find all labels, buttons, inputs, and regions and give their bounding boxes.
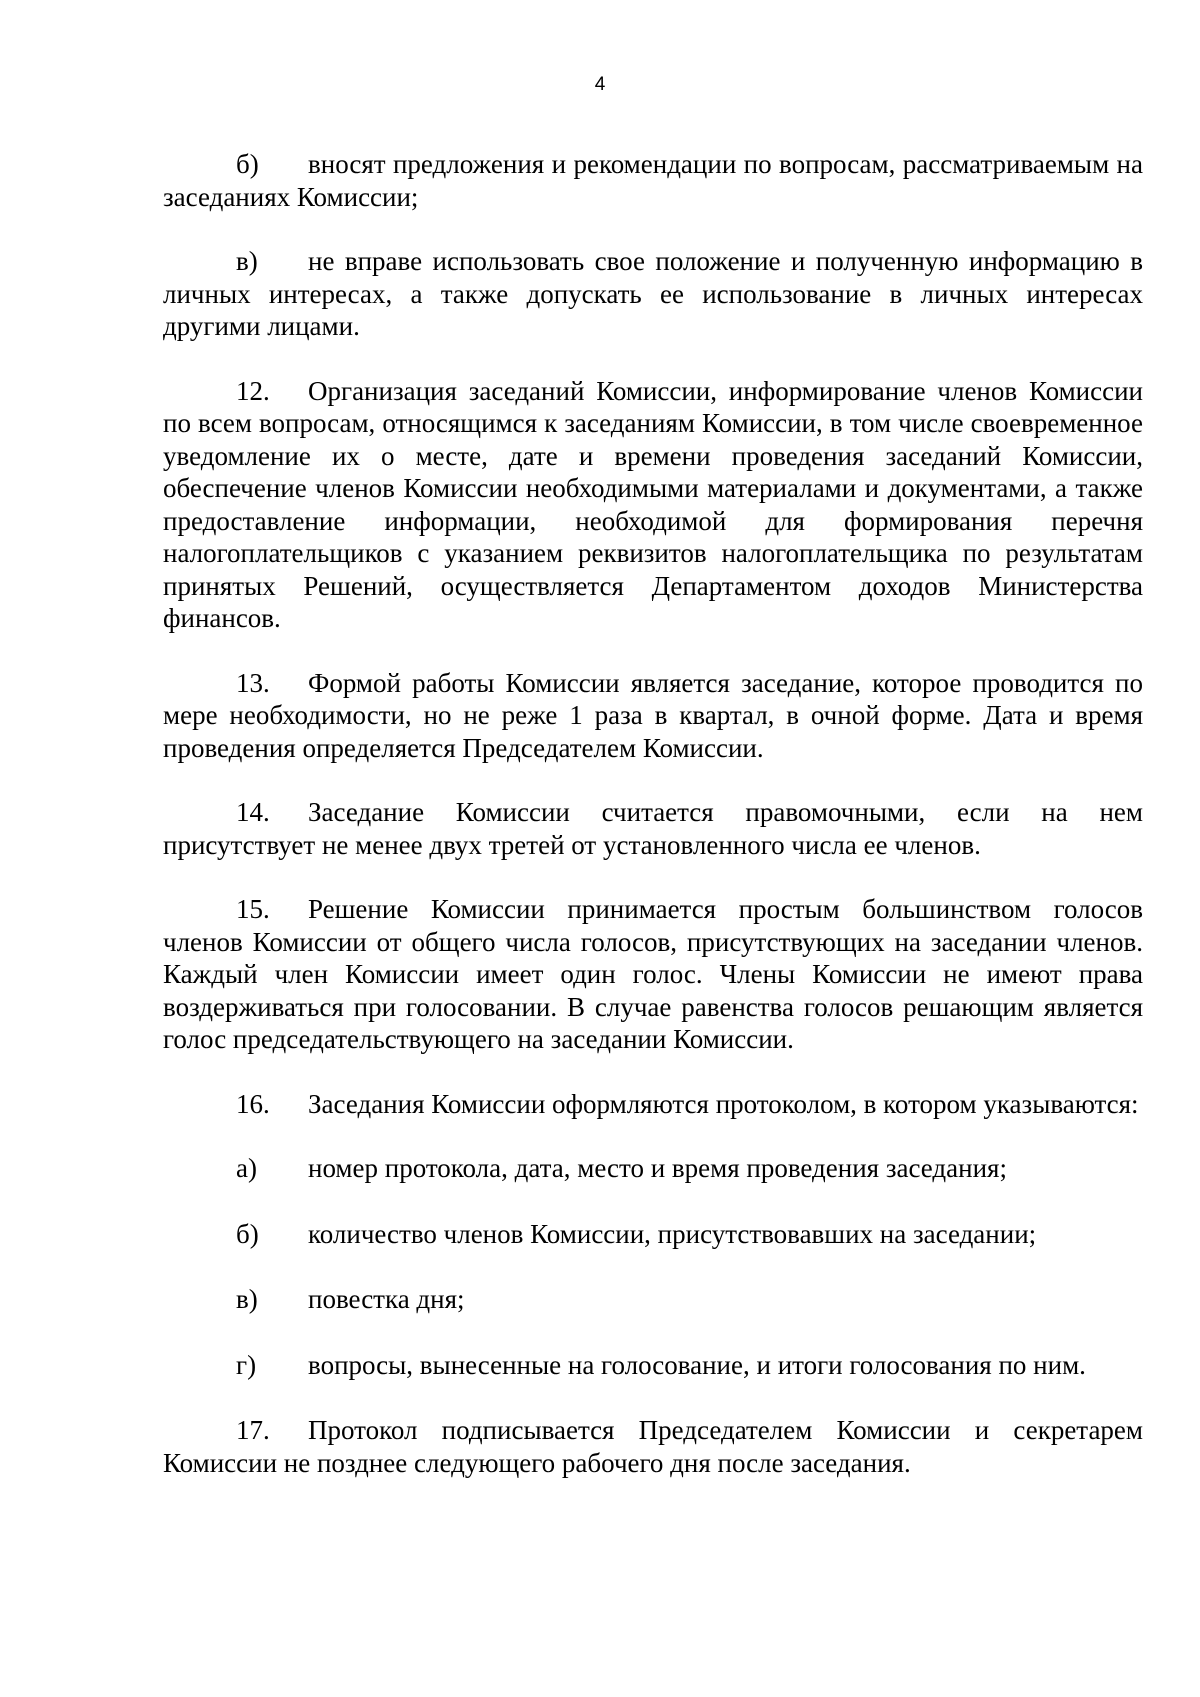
paragraph-15 (163, 893, 1143, 1056)
paragraph-marker: 17. (236, 1415, 270, 1445)
document-body (163, 148, 1143, 1511)
paragraph-13 (163, 667, 1143, 765)
paragraph-b-proposals (163, 148, 1143, 213)
paragraph-text: не вправе использовать свое положение и полученную информацию в личных интересах, а также допускать ее использование в личных интересах другими лицами. (163, 246, 1143, 341)
paragraph-text: Заседание Комиссии считается правомочными, если на нем присутствует не менее двух третей от установленного числа ее членов. (163, 797, 1143, 860)
paragraph-marker: 13. (236, 667, 270, 698)
list-marker: г) (236, 1349, 257, 1380)
paragraph-17 (163, 1414, 1143, 1479)
paragraph-v-restrictions (163, 245, 1143, 343)
paragraph-marker: 16. (236, 1088, 270, 1119)
paragraph-14 (163, 796, 1143, 861)
list-item-text: номер протокола, дата, место и время проведения заседания; (308, 1153, 1007, 1183)
list-item-text: повестка дня; (308, 1284, 465, 1314)
list-item-b (163, 1218, 1143, 1251)
list-item-text: количество членов Комиссии, присутствовавших на заседании; (308, 1218, 1037, 1249)
list-marker: б) (236, 1218, 259, 1249)
paragraph-12 (163, 375, 1143, 635)
paragraph-text: Заседания Комиссии оформляются протоколом, в котором указываются: (308, 1088, 1139, 1119)
paragraph-marker: в) (236, 246, 258, 276)
list-marker: а) (236, 1153, 257, 1183)
paragraph-marker: 14. (236, 797, 270, 827)
paragraph-marker: б) (236, 149, 259, 179)
list-item-a (163, 1152, 1143, 1185)
paragraph-text: Решение Комиссии принимается простым большинством голосов членов Комиссии от общего числа голосов, присутствующих на заседании членов. Каждый член Комиссии имеет один голос. Члены Комиссии не имеют права воздерживаться при голосовании. В случае равенства голосов решающим является голос председательствующего на заседании Комиссии. (163, 894, 1143, 1054)
list-item-g (163, 1349, 1143, 1382)
paragraph-text: вносят предложения и рекомендации по вопросам, рассматриваемым на заседаниях Комиссии; (163, 149, 1143, 212)
paragraph-text: Протокол подписывается Председателем Комиссии и секретарем Комиссии не позднее следующего рабочего дня после заседания. (163, 1415, 1143, 1478)
list-marker: в) (236, 1284, 258, 1314)
paragraph-marker: 15. (236, 894, 270, 924)
list-item-v (163, 1283, 1143, 1316)
paragraph-16 (163, 1088, 1143, 1121)
page-number: 4 (594, 74, 606, 95)
paragraph-text: Формой работы Комиссии является заседание, которое проводится по мере необходимости, но не реже 1 раза в квартал, в очной форме. Дата и время проведения определяется Председателем Комиссии. (163, 667, 1143, 763)
paragraph-text: Организация заседаний Комиссии, информирование членов Комиссии по всем вопросам, относящимся к заседаниям Комиссии, в том числе своевременное уведомление их о месте, дате и времени проведения заседаний Комиссии, обеспечение членов Комиссии необходимыми материалами и документами, а также предоставление информации, необходимой для формирования перечня налогоплательщиков с указанием реквизитов налогоплательщика по результатам принятых Решений, осуществляется Департаментом доходов Министерства финансов. (163, 375, 1143, 633)
paragraph-marker: 12. (236, 375, 270, 406)
list-item-text: вопросы, вынесенные на голосование, и итоги голосования по ним. (308, 1349, 1086, 1380)
